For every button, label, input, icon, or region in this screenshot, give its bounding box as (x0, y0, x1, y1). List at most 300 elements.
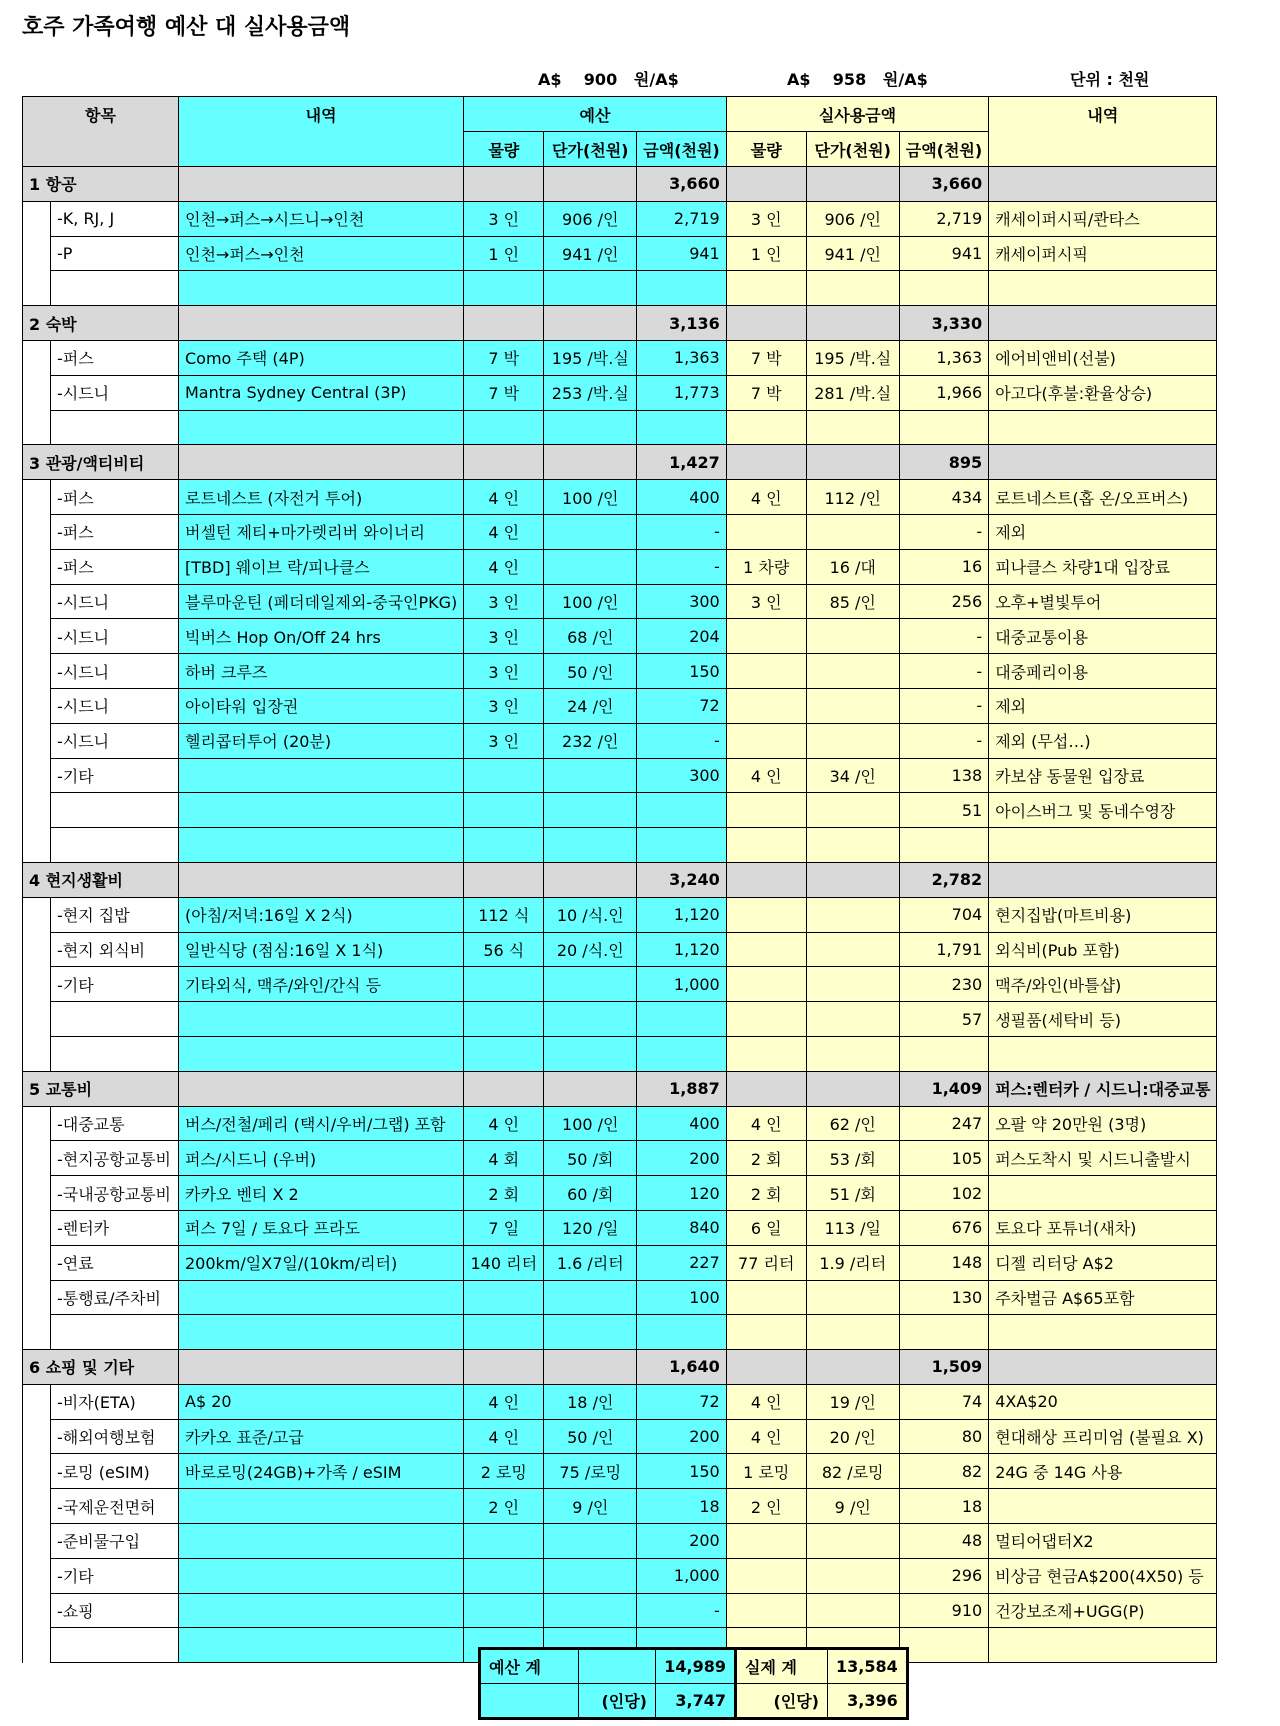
row-budget-amount: 227 (637, 1245, 726, 1280)
section-detail-cell (179, 862, 464, 897)
row-budget-qty (464, 1524, 544, 1559)
row-actual-unit-price: 281 /박.실 (806, 375, 899, 410)
table-row (23, 271, 1217, 306)
section-budget-qty (464, 1350, 544, 1385)
row-budget-amount: 150 (637, 1454, 726, 1489)
section-detail-cell (179, 1071, 464, 1106)
row-actual-amount: 1,966 (899, 375, 988, 410)
indent-cell (23, 1280, 51, 1315)
table-row (23, 1454, 1217, 1489)
row-actual-amount: 48 (899, 1524, 988, 1559)
row-actual-qty: 7 박 (726, 375, 806, 410)
row-actual-unit-price (806, 654, 899, 689)
row-note: 현대해상 프리미엄 (불필요 X) (989, 1419, 1217, 1454)
row-item: -시드니 (51, 584, 179, 619)
row-actual-qty: 4 인 (726, 480, 806, 515)
indent-cell (23, 758, 51, 793)
row-actual-qty: 4 인 (726, 1419, 806, 1454)
row-detail: Mantra Sydney Central (3P) (179, 375, 464, 410)
section-budget-qty (464, 445, 544, 480)
row-budget-qty (464, 1036, 544, 1071)
row-budget-amount: 200 (637, 1141, 726, 1176)
row-actual-unit-price: 195 /박.실 (806, 340, 899, 375)
row-item (51, 793, 179, 828)
table-row (23, 201, 1217, 236)
section-label: 2 숙박 (23, 306, 179, 341)
table-row (23, 1036, 1217, 1071)
row-item: -시드니 (51, 654, 179, 689)
row-note: 로트네스트(홉 온/오프버스) (989, 480, 1217, 515)
row-budget-amount (637, 1002, 726, 1037)
row-actual-unit-price: 9 /인 (806, 1489, 899, 1524)
indent-cell (23, 1176, 51, 1211)
row-budget-qty: 4 인 (464, 1106, 544, 1141)
row-budget-qty (464, 1002, 544, 1037)
row-budget-unit-price: 10 /식.인 (544, 897, 637, 932)
row-budget-qty: 4 인 (464, 514, 544, 549)
row-budget-amount: 1,773 (637, 375, 726, 410)
row-detail (179, 1524, 464, 1559)
section-label: 1 항공 (23, 167, 179, 202)
indent-cell (23, 828, 51, 863)
row-actual-unit-price (806, 514, 899, 549)
row-budget-unit-price: 50 /회 (544, 1141, 637, 1176)
table-row (23, 584, 1217, 619)
row-actual-qty (726, 1558, 806, 1593)
row-budget-amount (637, 793, 726, 828)
row-detail: 200km/일X7일/(10km/리터) (179, 1245, 464, 1280)
row-budget-unit-price: 906 /인 (544, 201, 637, 236)
row-actual-amount: 74 (899, 1384, 988, 1419)
table-row (23, 828, 1217, 863)
table-row (23, 340, 1217, 375)
row-detail (179, 1593, 464, 1628)
row-budget-amount (637, 828, 726, 863)
row-budget-amount: 204 (637, 619, 726, 654)
row-note: 제외 (989, 688, 1217, 723)
row-budget-unit-price (544, 758, 637, 793)
row-actual-amount: 256 (899, 584, 988, 619)
section-actual-total: 3,330 (899, 306, 988, 341)
row-actual-qty (726, 967, 806, 1002)
row-note: 아이스버그 및 동네수영장 (989, 793, 1217, 828)
section-actual-price (806, 1071, 899, 1106)
row-budget-amount: 400 (637, 480, 726, 515)
section-detail-cell (179, 167, 464, 202)
row-budget-unit-price: 100 /인 (544, 584, 637, 619)
row-actual-qty: 1 인 (726, 236, 806, 271)
budget-exchange-rate: A$ 900 원/A$ (538, 70, 679, 89)
row-budget-qty (464, 410, 544, 445)
row-budget-amount: - (637, 549, 726, 584)
row-budget-qty: 2 로밍 (464, 1454, 544, 1489)
section-header-row (23, 167, 1217, 202)
row-budget-amount: - (637, 514, 726, 549)
row-budget-amount: 1,000 (637, 967, 726, 1002)
row-budget-qty: 3 인 (464, 723, 544, 758)
row-actual-qty (726, 828, 806, 863)
section-budget-price (544, 862, 637, 897)
row-actual-unit-price: 34 /인 (806, 758, 899, 793)
row-note: 에어비앤비(선불) (989, 340, 1217, 375)
row-budget-qty: 3 인 (464, 688, 544, 723)
row-actual-unit-price (806, 1280, 899, 1315)
row-budget-amount: 941 (637, 236, 726, 271)
row-actual-unit-price: 20 /인 (806, 1419, 899, 1454)
section-budget-total: 1,887 (637, 1071, 726, 1106)
row-actual-qty: 2 인 (726, 1489, 806, 1524)
indent-cell (23, 271, 51, 306)
table-row (23, 1315, 1217, 1350)
row-note: 제외 (989, 514, 1217, 549)
row-actual-qty (726, 1315, 806, 1350)
row-actual-qty (726, 1280, 806, 1315)
row-note: 캐세이퍼시픽/콴타스 (989, 201, 1217, 236)
indent-cell (23, 1628, 51, 1663)
table-row (23, 480, 1217, 515)
row-budget-amount: 300 (637, 584, 726, 619)
row-actual-unit-price: 82 /로밍 (806, 1454, 899, 1489)
table-row (23, 1141, 1217, 1176)
row-budget-unit-price: 100 /인 (544, 1106, 637, 1141)
row-detail: (아침/저녁:16일 X 2식) (179, 897, 464, 932)
row-budget-amount: 840 (637, 1210, 726, 1245)
row-budget-qty (464, 1315, 544, 1350)
row-note (989, 1489, 1217, 1524)
row-budget-qty: 2 인 (464, 1489, 544, 1524)
row-budget-unit-price: 75 /로밍 (544, 1454, 637, 1489)
header-detail-2: 내역 (989, 97, 1217, 167)
section-detail-cell (179, 1350, 464, 1385)
section-budget-total: 3,240 (637, 862, 726, 897)
table-row (23, 1210, 1217, 1245)
row-budget-qty: 7 박 (464, 340, 544, 375)
row-note: 비상금 현금A$200(4X50) 등 (989, 1558, 1217, 1593)
row-budget-amount (637, 410, 726, 445)
row-actual-unit-price (806, 271, 899, 306)
row-actual-unit-price (806, 1036, 899, 1071)
row-actual-qty: 6 일 (726, 1210, 806, 1245)
row-detail: 일반식당 (점심:16일 X 1식) (179, 932, 464, 967)
row-actual-unit-price: 113 /일 (806, 1210, 899, 1245)
section-budget-price (544, 445, 637, 480)
row-item: -시드니 (51, 723, 179, 758)
row-detail: 인천→퍼스→시드니→인천 (179, 201, 464, 236)
table-row (23, 1593, 1217, 1628)
row-actual-unit-price (806, 688, 899, 723)
row-budget-unit-price: 9 /인 (544, 1489, 637, 1524)
section-note (989, 167, 1217, 202)
row-actual-unit-price: 53 /회 (806, 1141, 899, 1176)
row-item: -시드니 (51, 688, 179, 723)
row-actual-qty (726, 1036, 806, 1071)
row-actual-amount (899, 1315, 988, 1350)
section-actual-qty (726, 1350, 806, 1385)
table-row (23, 1419, 1217, 1454)
row-detail: A$ 20 (179, 1384, 464, 1419)
row-budget-amount: 72 (637, 688, 726, 723)
table-row (23, 1280, 1217, 1315)
row-actual-qty: 3 인 (726, 201, 806, 236)
row-actual-unit-price: 51 /회 (806, 1176, 899, 1211)
row-item: -현지 외식비 (51, 932, 179, 967)
row-detail (179, 1036, 464, 1071)
section-detail-cell (179, 445, 464, 480)
row-actual-unit-price (806, 410, 899, 445)
row-detail (179, 1489, 464, 1524)
row-budget-unit-price: 50 /인 (544, 1419, 637, 1454)
row-budget-unit-price (544, 271, 637, 306)
row-detail: 기타외식, 맥주/와인/간식 등 (179, 967, 464, 1002)
row-item: -퍼스 (51, 514, 179, 549)
indent-cell (23, 897, 51, 932)
row-actual-amount: 247 (899, 1106, 988, 1141)
table-row (23, 1558, 1217, 1593)
row-detail: 블루마운틴 (페더데일제외-중국인PKG) (179, 584, 464, 619)
indent-cell (23, 410, 51, 445)
row-actual-qty (726, 271, 806, 306)
row-actual-qty (726, 1593, 806, 1628)
table-row (23, 793, 1217, 828)
row-note: 주차벌금 A$65포함 (989, 1280, 1217, 1315)
row-item (51, 271, 179, 306)
row-item: -준비물구입 (51, 1524, 179, 1559)
actual-exchange-rate: A$ 958 원/A$ (787, 70, 928, 89)
row-actual-unit-price (806, 1524, 899, 1559)
indent-cell (23, 514, 51, 549)
section-budget-qty (464, 306, 544, 341)
section-note (989, 445, 1217, 480)
row-budget-unit-price: 18 /인 (544, 1384, 637, 1419)
row-budget-unit-price (544, 1036, 637, 1071)
row-actual-amount: 230 (899, 967, 988, 1002)
section-budget-qty (464, 1071, 544, 1106)
row-actual-unit-price: 62 /인 (806, 1106, 899, 1141)
table-row (23, 897, 1217, 932)
header-budget-unit-price: 단가(천원) (544, 132, 637, 167)
table-row (23, 723, 1217, 758)
totals-box (478, 1647, 909, 1720)
row-detail (179, 1558, 464, 1593)
row-budget-amount (637, 1036, 726, 1071)
row-item: -시드니 (51, 375, 179, 410)
row-note (989, 1176, 1217, 1211)
section-header-row (23, 1071, 1217, 1106)
row-actual-qty (726, 688, 806, 723)
table-row (23, 619, 1217, 654)
indent-cell (23, 584, 51, 619)
budget-table (22, 96, 1217, 1663)
table-row (23, 758, 1217, 793)
row-detail: 아이타워 입장권 (179, 688, 464, 723)
section-label: 3 관광/액티비티 (23, 445, 179, 480)
row-item: -현지공항교통비 (51, 1141, 179, 1176)
row-note: 멀티어댑터X2 (989, 1524, 1217, 1559)
table-row (23, 1524, 1217, 1559)
row-actual-qty (726, 654, 806, 689)
row-budget-amount: 1,000 (637, 1558, 726, 1593)
row-note: 오팔 약 20만원 (3명) (989, 1106, 1217, 1141)
row-detail (179, 1315, 464, 1350)
row-budget-amount: - (637, 723, 726, 758)
row-actual-unit-price (806, 1593, 899, 1628)
row-item (51, 1002, 179, 1037)
table-row (23, 1384, 1217, 1419)
section-note (989, 862, 1217, 897)
row-budget-unit-price (544, 1524, 637, 1559)
row-actual-amount: 910 (899, 1593, 988, 1628)
section-header-row (23, 862, 1217, 897)
budget-total-value: 14,989 (656, 1649, 736, 1684)
section-budget-price (544, 306, 637, 341)
row-budget-unit-price (544, 514, 637, 549)
row-item: -퍼스 (51, 340, 179, 375)
row-item: -기타 (51, 758, 179, 793)
indent-cell (23, 236, 51, 271)
section-label: 4 현지생활비 (23, 862, 179, 897)
row-item: -쇼핑 (51, 1593, 179, 1628)
row-actual-unit-price (806, 1002, 899, 1037)
row-note (989, 410, 1217, 445)
indent-cell (23, 967, 51, 1002)
indent-cell (23, 1315, 51, 1350)
row-note: 4XA$20 (989, 1384, 1217, 1419)
row-budget-unit-price: 50 /인 (544, 654, 637, 689)
row-budget-qty: 4 인 (464, 1384, 544, 1419)
row-actual-unit-price (806, 723, 899, 758)
row-detail: 버셀턴 제티+마가렛리버 와이너리 (179, 514, 464, 549)
row-note: 카보샴 동물원 입장료 (989, 758, 1217, 793)
row-actual-unit-price (806, 619, 899, 654)
indent-cell (23, 619, 51, 654)
row-budget-qty: 4 인 (464, 549, 544, 584)
row-budget-amount: 2,719 (637, 201, 726, 236)
indent-cell (23, 340, 51, 375)
row-budget-qty: 3 인 (464, 619, 544, 654)
table-body (23, 167, 1217, 1663)
indent-cell (23, 1245, 51, 1280)
row-budget-qty (464, 1280, 544, 1315)
row-actual-qty (726, 793, 806, 828)
row-note: 건강보조제+UGG(P) (989, 1593, 1217, 1628)
header-budget: 예산 (464, 97, 726, 132)
row-budget-qty (464, 967, 544, 1002)
row-budget-unit-price (544, 828, 637, 863)
row-actual-amount: 434 (899, 480, 988, 515)
row-actual-amount: 105 (899, 1141, 988, 1176)
row-actual-amount (899, 271, 988, 306)
row-note: 외식비(Pub 포함) (989, 932, 1217, 967)
row-actual-amount: 1,363 (899, 340, 988, 375)
row-detail (179, 793, 464, 828)
row-budget-unit-price (544, 793, 637, 828)
row-actual-unit-price: 85 /인 (806, 584, 899, 619)
row-budget-unit-price (544, 1593, 637, 1628)
row-detail: 카카오 표준/고급 (179, 1419, 464, 1454)
row-actual-qty: 2 회 (726, 1176, 806, 1211)
row-budget-amount: 200 (637, 1524, 726, 1559)
row-actual-unit-price: 1.9 /리터 (806, 1245, 899, 1280)
section-actual-price (806, 445, 899, 480)
row-budget-unit-price (544, 1558, 637, 1593)
row-budget-qty: 140 리터 (464, 1245, 544, 1280)
row-note: 생필품(세탁비 등) (989, 1002, 1217, 1037)
row-detail (179, 758, 464, 793)
unit-label: 단위 : 천원 (1070, 70, 1150, 89)
table-row (23, 514, 1217, 549)
row-item: -K, RJ, J (51, 201, 179, 236)
row-budget-unit-price: 1.6 /리터 (544, 1245, 637, 1280)
row-actual-qty: 1 로밍 (726, 1454, 806, 1489)
table-row (23, 410, 1217, 445)
row-item: -국내공항교통비 (51, 1176, 179, 1211)
header-budget-amount: 금액(천원) (637, 132, 726, 167)
section-header-row (23, 306, 1217, 341)
row-actual-qty: 4 인 (726, 1106, 806, 1141)
indent-cell (23, 1210, 51, 1245)
section-actual-total: 1,409 (899, 1071, 988, 1106)
row-budget-unit-price: 195 /박.실 (544, 340, 637, 375)
section-budget-price (544, 167, 637, 202)
row-detail (179, 1628, 464, 1663)
indent-cell (23, 1489, 51, 1524)
section-actual-qty (726, 167, 806, 202)
row-detail: 퍼스 7일 / 토요다 프라도 (179, 1210, 464, 1245)
row-budget-qty: 56 식 (464, 932, 544, 967)
row-actual-amount: 296 (899, 1558, 988, 1593)
row-actual-amount: - (899, 514, 988, 549)
section-budget-qty (464, 862, 544, 897)
row-budget-amount: 120 (637, 1176, 726, 1211)
row-item (51, 1315, 179, 1350)
row-note: 퍼스도착시 및 시드니출발시 (989, 1141, 1217, 1176)
row-budget-amount: 400 (637, 1106, 726, 1141)
table-row (23, 1106, 1217, 1141)
row-actual-unit-price (806, 1558, 899, 1593)
row-actual-unit-price (806, 932, 899, 967)
row-actual-qty: 7 박 (726, 340, 806, 375)
indent-cell (23, 688, 51, 723)
row-budget-unit-price: 100 /인 (544, 480, 637, 515)
row-actual-amount: - (899, 723, 988, 758)
header-actual-amount: 금액(천원) (899, 132, 988, 167)
table-row (23, 236, 1217, 271)
row-detail: 헬리콥터투어 (20분) (179, 723, 464, 758)
section-detail-cell (179, 306, 464, 341)
row-note (989, 1036, 1217, 1071)
row-item: -퍼스 (51, 480, 179, 515)
row-actual-unit-price: 906 /인 (806, 201, 899, 236)
row-actual-unit-price (806, 828, 899, 863)
section-budget-total: 3,660 (637, 167, 726, 202)
section-actual-qty (726, 306, 806, 341)
row-budget-qty (464, 271, 544, 306)
row-note: 24G 중 14G 사용 (989, 1454, 1217, 1489)
indent-cell (23, 654, 51, 689)
row-note: 캐세이퍼시픽 (989, 236, 1217, 271)
indent-cell (23, 549, 51, 584)
row-actual-qty (726, 932, 806, 967)
section-budget-total: 1,427 (637, 445, 726, 480)
section-note (989, 306, 1217, 341)
section-note (989, 1350, 1217, 1385)
row-actual-unit-price (806, 967, 899, 1002)
row-note: 토요다 포튜너(새차) (989, 1210, 1217, 1245)
row-detail: 로트네스트 (자전거 투어) (179, 480, 464, 515)
row-actual-qty: 77 리터 (726, 1245, 806, 1280)
row-budget-amount: 1,120 (637, 897, 726, 932)
row-item: -퍼스 (51, 549, 179, 584)
